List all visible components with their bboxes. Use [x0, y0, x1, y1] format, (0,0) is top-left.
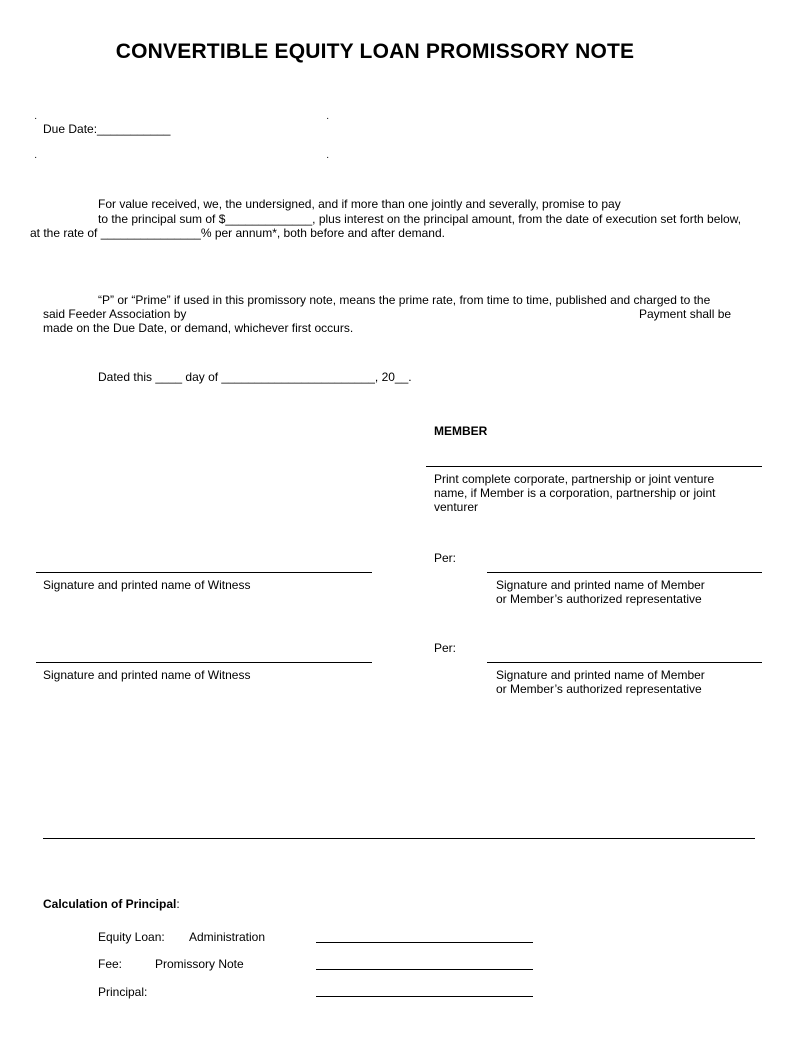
- calc-amount-line[interactable]: [316, 969, 533, 970]
- calc-amount-line[interactable]: [316, 942, 533, 943]
- member-signature-line[interactable]: [487, 662, 762, 663]
- member-signature-line[interactable]: [487, 572, 762, 573]
- per-label: Per:: [434, 641, 457, 655]
- paragraph-2-line-2b: Payment shall be: [639, 307, 732, 321]
- calc-row-label: Equity Loan:: [98, 930, 165, 944]
- member-instruction-3: venturer: [434, 500, 479, 514]
- member-instruction-1: Print complete corporate, partnership or joint venture: [434, 472, 715, 486]
- witness-signature-line[interactable]: [36, 662, 372, 663]
- paragraph-2-line-3: made on the Due Date, or demand, whichever first occurs.: [43, 321, 354, 335]
- decorative-dot: ·: [34, 113, 38, 124]
- due-date-field[interactable]: Due Date:___________: [43, 122, 171, 136]
- decorative-dot: ·: [326, 152, 330, 163]
- member-instruction-2: name, if Member is a corporation, partnership or joint: [434, 486, 716, 500]
- witness-caption: Signature and printed name of Witness: [43, 578, 251, 592]
- paragraph-2-line-1: “P” or “Prime” if used in this promissory note, means the prime rate, from time to time, published and charged to the: [98, 293, 711, 307]
- calc-row-label: Fee:: [98, 957, 123, 971]
- paragraph-1-line-1: For value received, we, the undersigned, and if more than one jointly and severally, promise to pay: [98, 197, 621, 211]
- calc-row-sub: Promissory Note: [155, 957, 244, 971]
- member-caption-2: or Member’s authorized representative: [496, 682, 702, 696]
- document-title: CONVERTIBLE EQUITY LOAN PROMISSORY NOTE: [115, 40, 635, 63]
- member-name-line[interactable]: [426, 466, 762, 467]
- paragraph-2-line-2a: said Feeder Association by: [43, 307, 187, 321]
- section-divider: [43, 838, 755, 839]
- calc-amount-line[interactable]: [316, 996, 533, 997]
- decorative-dot: ·: [34, 152, 38, 163]
- dated-line[interactable]: Dated this ____ day of _______________________, 20__.: [98, 370, 412, 384]
- paragraph-1-line-2: to the principal sum of $_____________, plus interest on the principal amount, from the date of execution set forth below,: [98, 212, 742, 226]
- calculation-heading: [43, 897, 180, 911]
- witness-caption: Signature and printed name of Witness: [43, 668, 251, 682]
- calc-row-sub: Administration: [189, 930, 266, 944]
- decorative-dot: ·: [326, 113, 330, 124]
- witness-signature-line[interactable]: [36, 572, 372, 573]
- member-heading: MEMBER: [434, 424, 488, 438]
- calculation-heading-colon: :: [176, 897, 180, 911]
- member-caption-2: or Member’s authorized representative: [496, 592, 702, 606]
- member-caption-1: Signature and printed name of Member: [496, 668, 705, 682]
- per-label: Per:: [434, 551, 457, 565]
- member-caption-1: Signature and printed name of Member: [496, 578, 705, 592]
- calc-row-label: Principal:: [98, 985, 148, 999]
- paragraph-1-line-3: at the rate of _______________% per annum*, both before and after demand.: [30, 226, 445, 240]
- calculation-heading-text: Calculation of Principal: [43, 897, 177, 911]
